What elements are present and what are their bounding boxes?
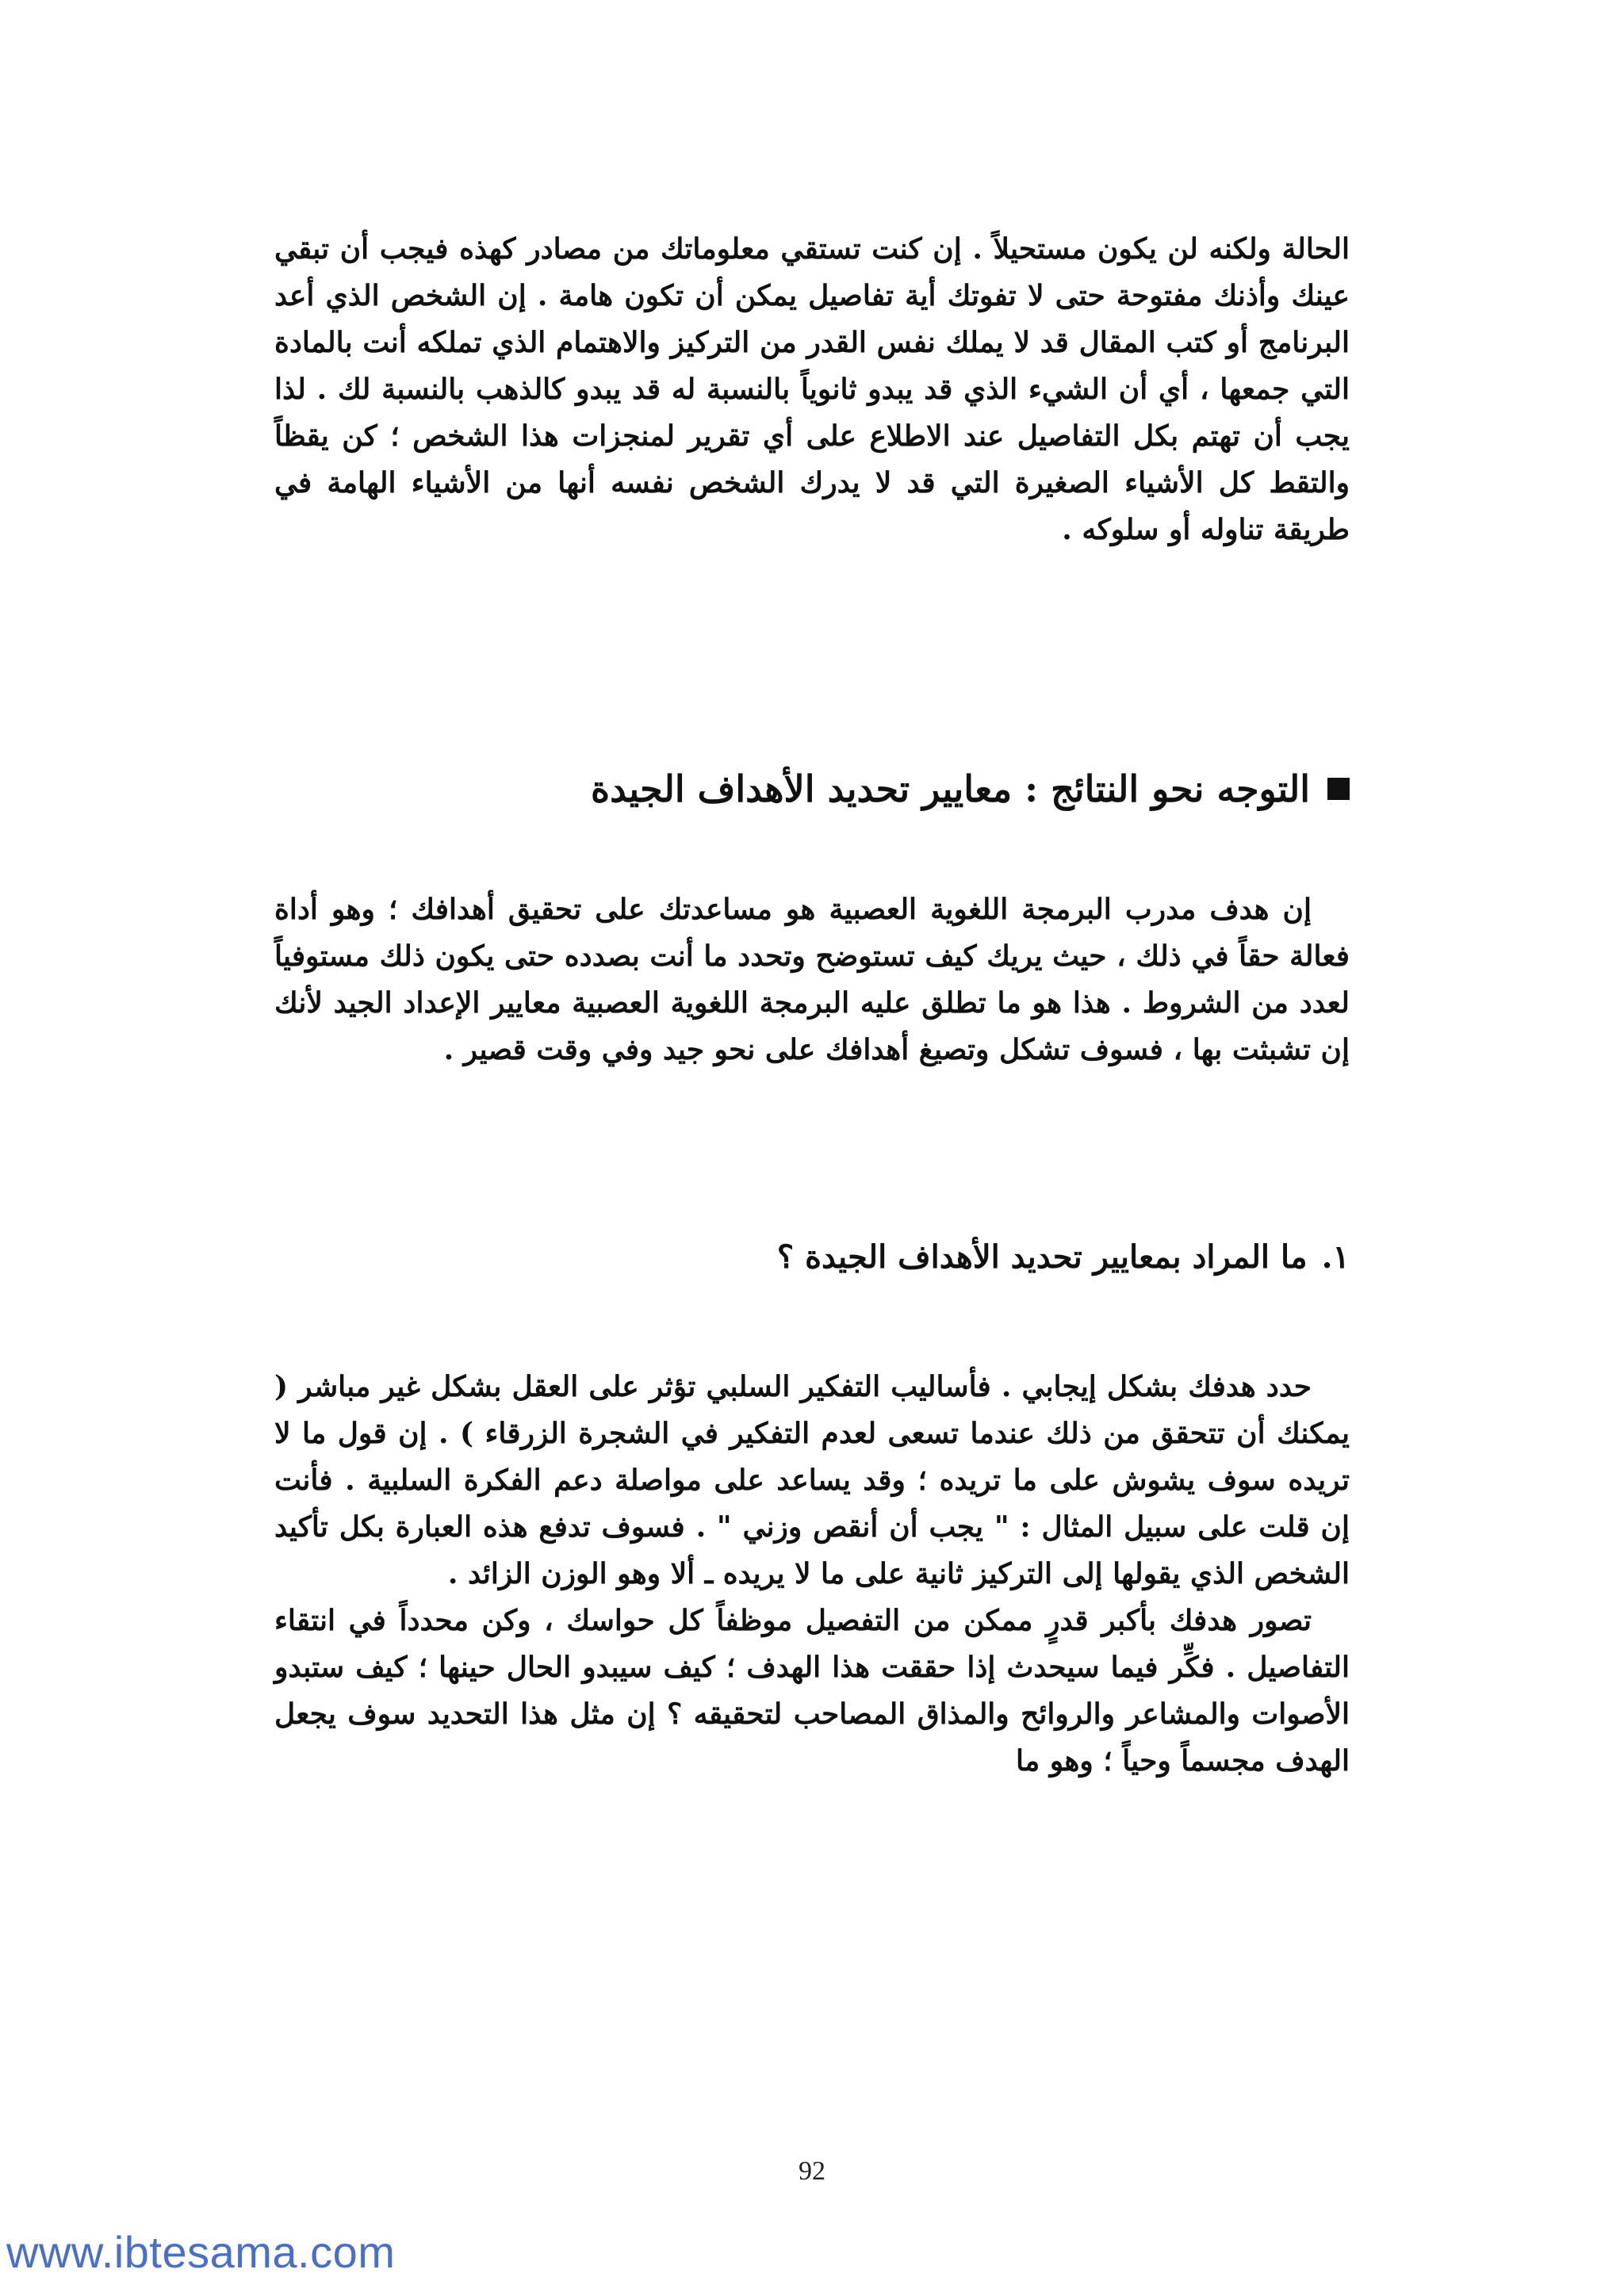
square-bullet-icon [1327,778,1350,800]
page-number: 92 [799,2156,825,2186]
paragraph-text: حدد هدفك بشكل إيجابي . فأساليب التفكير السلبي تؤثر على العقل بشكل غير مباشر ( يمكنك أن تتحقق من ذلك عندما تسعى لعدم التفكير في الشجرة الزرقاء ) . إن قول ما لا تريده سوف يشوش على ما تريده ؛ وقد يساعد على مواصلة دعم الفكرة السلبية . فأنت إن قلت على سبيل المثال : " يجب أن أنقص وزني " . فسوف تدفع هذه العبارة بكل تأكيد الشخص الذي يقولها إلى التركيز ثانية على ما لا يريده ـ ألا وهو الوزن الزائد . [274,1370,1350,1590]
subsection-number: ١. [1321,1238,1350,1276]
paragraph-text: الحالة ولكنه لن يكون مستحيلاً . إن كنت تستقي معلوماتك من مصادر كهذه فيجب أن تبقي عينك وأذنك مفتوحة حتى لا تفوتك أية تفاصيل يمكن أن تكون هامة . إن الشخص الذي أعد البرنامج أو كتب المقال قد لا يملك نفس القدر من التركيز والاهتمام الذي تملكه أنت بالمادة التي جمعها ، أي أن الشيء الذي قد يبدو ثانوياً بالنسبة له قد يبدو كالذهب بالنسبة لك . لذا يجب أن تهتم بكل التفاصيل عند الاطلاع على أي تقرير لمنجزات هذا الشخص ؛ كن يقظاً والتقط كل الأشياء الصغيرة التي قد لا يدرك الشخص نفسه أنها من الأشياء الهامة في طريقة تناوله أو سلوكه . [274,232,1350,546]
body-paragraph-2 [274,886,1350,1073]
paragraph-text: إن هدف مدرب البرمجة اللغوية العصبية هو مساعدتك على تحقيق أهدافك ؛ وهو أداة فعالة حقاً في ذلك ، حيث يريك كيف تستوضح وتحدد ما أنت بصدده حتى يكون ذلك مستوفياً لعدد من الشروط . هذا هو ما تطلق عليه البرمجة اللغوية العصبية معايير الإعداد الجيد لأنك إن تشبثت بها ، فسوف تشكل وتصيغ أهدافك على نحو جيد وفي وقت قصير . [274,893,1350,1066]
section-heading-text: التوجه نحو النتائج : معايير تحديد الأهداف الجيدة [591,767,1310,810]
body-paragraph-3 [274,1364,1350,1785]
site-watermark: www.ibtesama.com [6,2227,396,2277]
section-heading [274,765,1350,813]
subsection-heading-text: ما المراد بمعايير تحديد الأهداف الجيدة ؟ [776,1238,1308,1276]
subsection-heading [274,1235,1350,1280]
paragraph-text: تصور هدفك بأكبر قدرٍ ممكن من التفصيل موظفاً كل حواسك ، وكن محدداً في انتقاء التفاصيل . فكِّر فيما سيحدث إذا حققت هذا الهدف ؛ كيف سيبدو الحال حينها ؛ كيف ستبدو الأصوات والمشاعر والروائح والمذاق المصاحب لتحقيقه ؟ إن مثل هذا التحديد سوف يجعل الهدف مجسماً وحياً ؛ وهو ما [274,1604,1350,1777]
body-paragraph-1 [274,226,1350,553]
